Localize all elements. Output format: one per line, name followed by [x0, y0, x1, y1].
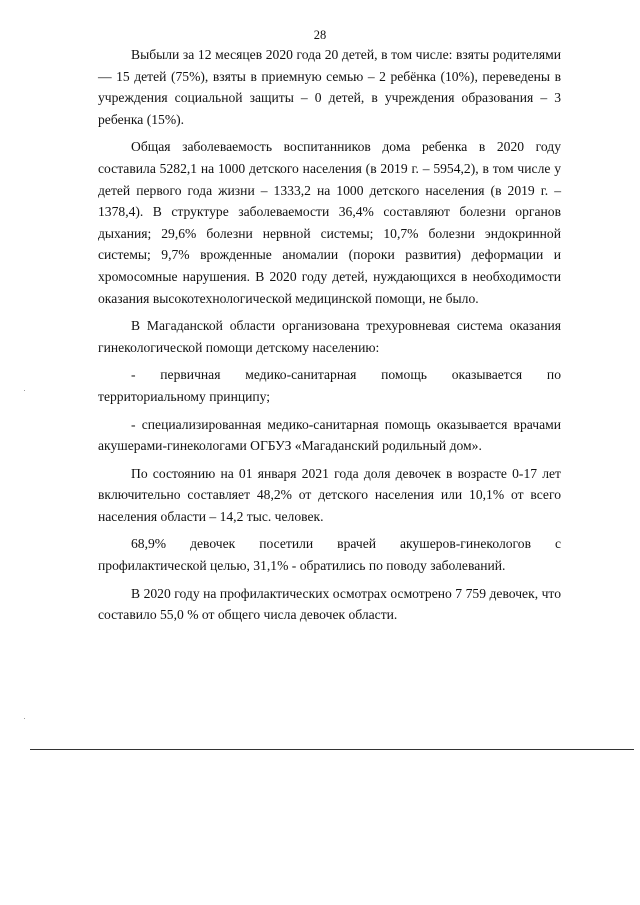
paragraph-discharged-children: Выбыли за 12 месяцев 2020 года 20 детей, в том числе: взяты родителями — 15 детей (75%), взяты в приемную семью – 2 ребёнка (10%), переведены в учреждения социальной защиты – 0 детей, в учреждения образования – 3 ребенка (15%).: [98, 47, 561, 127]
scan-speck: [24, 718, 25, 719]
document-body: [98, 44, 561, 632]
paragraph-girls-share: По состоянию на 01 января 2021 года доля девочек в возрасте 0-17 лет включительно составляет 48,2% от детского населения или 10,1% от всего населения области – 14,2 тыс. человек.: [98, 465, 561, 524]
paragraph-gynecology-system: В Магаданской области организована трехуровневая система оказания гинекологической помощи детскому населению:: [98, 318, 561, 355]
page-number: 28: [313, 28, 327, 42]
list-item-specialized-care: - специализированная медико-санитарная помощь оказывается врачами акушерами-гинекологами ОГБУЗ «Магаданский родильный дом».: [98, 416, 561, 454]
scan-speck: [24, 390, 25, 391]
list-item-primary-care: - первичная медико-санитарная помощь оказывается по территориальному принципу;: [98, 367, 561, 404]
paragraph-morbidity: Общая заболеваемость воспитанников дома ребенка в 2020 году составила 5282,1 на 1000 детского населения (в 2019 г. – 5954,2), в том числе у детей первого года жизни – 1333,2 на 1000 детского населения (в 2019 г. – 1378,4). В структуре заболеваемости 36,4% составляют болезни органов дыхания; 29,6% болезни нервной системы; 10,7% болезни эндокринной системы; 9,7% врожденные аномалии (пороки развития) деформации и хромосомные нарушения. В 2020 году детей, нуждающихся в необходимости оказания высокотехнологической медицинской помощи, не было.: [98, 139, 561, 306]
paragraph-preventive-exams: В 2020 году на профилактических осмотрах осмотрено 7 759 девочек, что составило 55,0 % от общего числа девочек области.: [98, 585, 561, 623]
paragraph-visits: 68,9% девочек посетили врачей акушеров-гинекологов с профилактической целью, 31,1% - обратились по поводу заболеваний.: [98, 536, 561, 574]
bottom-rule: [30, 749, 634, 750]
